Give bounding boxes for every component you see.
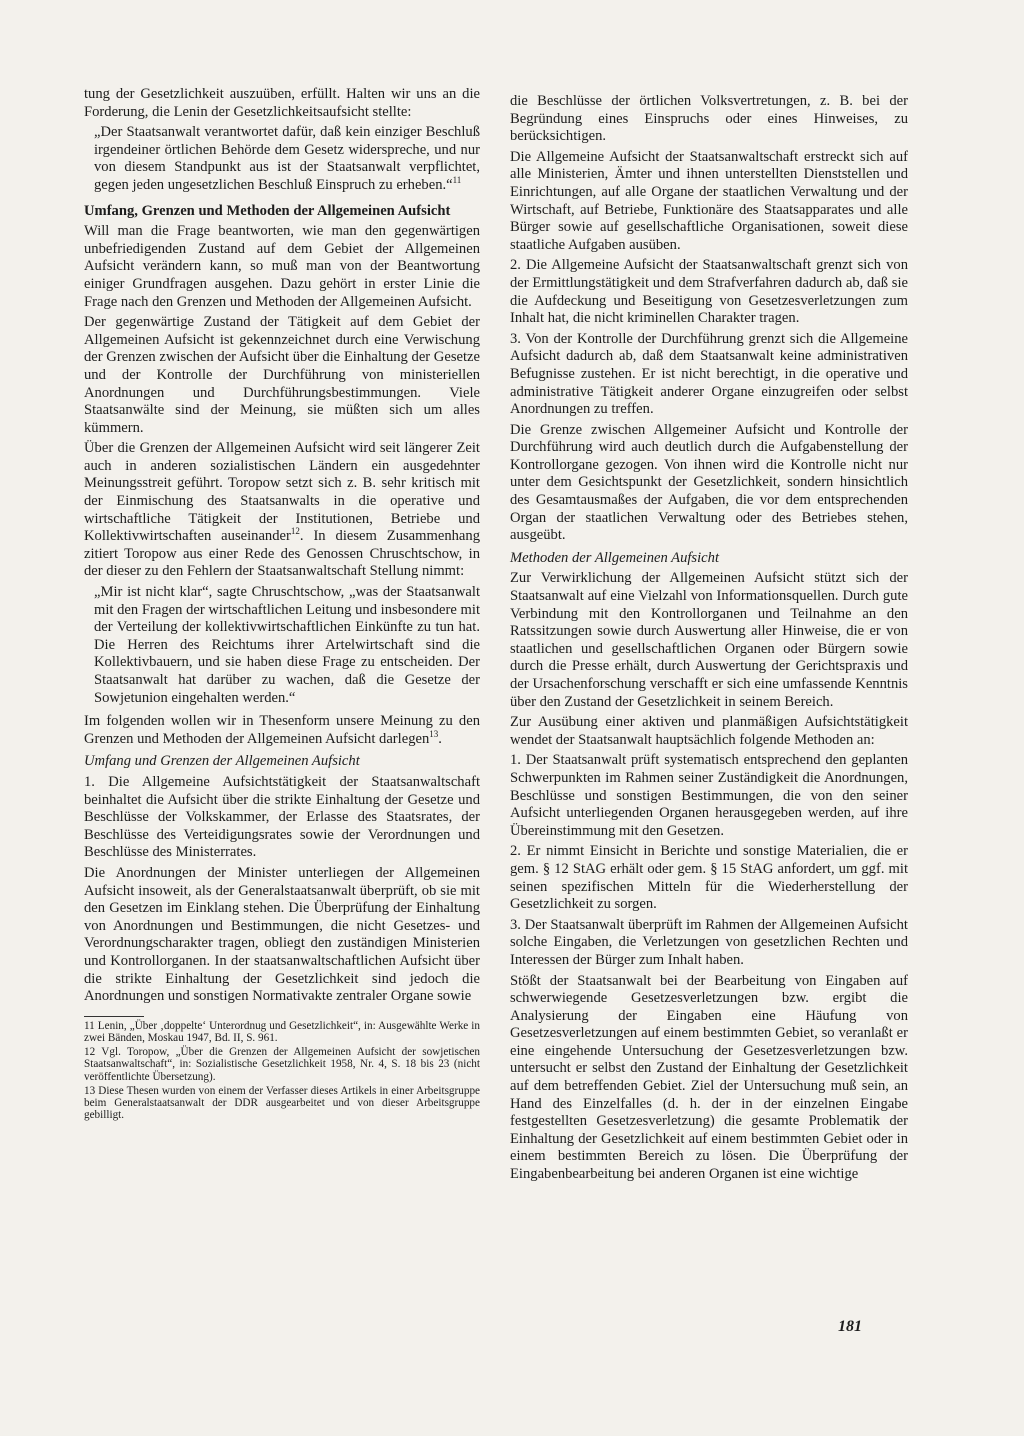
paragraph: Die Allgemeine Aufsicht der Staatsanwaltschaft erstreckt sich auf alle Ministerien, Ämter und ihnen unterstellten Dienststellen und Einrichtungen, auf alle Organe der staatlichen Verwaltung und der Wirtschaft, auf Betriebe, Funktionäre des Staatsapparates und alle Bürger sowie auf gesellschaftliche Organisationen, soweit diese staatliche Aufgaben ausüben. (510, 148, 908, 253)
paragraph (84, 440, 480, 581)
paragraph: tung der Gesetzlichkeit auszuüben, erfüllt. Halten wir uns an die Forderung, die Lenin der Gesetzlichkeitsaufsicht stellte: (84, 86, 480, 120)
lenin-quote (84, 124, 480, 194)
left-column (84, 86, 480, 1123)
footnote-ref: 13 (429, 728, 439, 739)
subsection-heading: Methoden der Allgemeinen Aufsicht (510, 549, 719, 566)
footnote-ref: 12 (290, 526, 300, 537)
footnote-divider (84, 1016, 144, 1017)
paragraph: 1. Die Allgemeine Aufsichtstätigkeit der Staatsanwaltschaft beinhaltet die Aufsicht über die strikte Einhaltung der Gesetze und Beschlüsse der Volkskammer, der Erlasse des Staatsrates, der Beschlüsse des Verteidigungsrates sowie der Verordnungen und Beschlüsse des Ministerrates. (84, 773, 480, 861)
right-column (510, 93, 908, 1187)
paragraph: Zur Ausübung einer aktiven und planmäßigen Aufsichtstätigkeit wendet der Staatsanwalt hauptsächlich folgende Methoden an: (510, 714, 908, 748)
paragraph: die Beschlüsse der örtlichen Volksvertretungen, z. B. bei der Begründung eines Einspruchs oder eines Hinweises, zu berücksichtigen. (510, 93, 908, 145)
footnote-ref: 11 (452, 175, 462, 186)
page-number: 181 (838, 1318, 862, 1335)
footnote-11: 11 Lenin, „Über ‚doppelte‘ Unterordnug und Gesetzlichkeit“, in: Ausgewählte Werke in zwei Bänden, Moskau 1947, Bd. II, S. 961. (84, 1019, 480, 1044)
paragraph: 2. Er nimmt Einsicht in Berichte und sonstige Materialien, die er gem. § 12 StAG erhält oder gem. § 15 StAG anfordert, um ggf. mit seinen spezifischen Mitteln für die Wiederherstellung der Gesetzlichkeit zu sorgen. (510, 843, 908, 913)
footnote-12: 12 Vgl. Toropow, „Über die Grenzen der Allgemeinen Aufsicht der sowjetischen Staatsanwaltschaft“, in: Sozialistische Gesetzlichkeit 1958, Nr. 4, S. 18 bis 23 (nicht veröffentlichte Übersetzung). (84, 1046, 480, 1083)
footnote-13: 13 Diese Thesen wurden von einem der Verfasser dieses Artikels in einer Arbeitsgruppe beim Generalstaatsanwalt der DDR ausgearbeitet und von dieser Arbeitsgruppe gebilligt. (84, 1084, 480, 1122)
paragraph: Der gegenwärtige Zustand der Tätigkeit auf dem Gebiet der Allgemeinen Aufsicht ist gekennzeichnet durch eine Verwischung der Grenzen zwischen der Aufsicht über die Einhaltung der Gesetze und der Kontrolle der Durchführung von ministeriellen Anordnungen und Durchführungsbestimmungen. Viele Staatsanwälte sind der Meinung, sie müßten sich um alles kümmern. (84, 314, 480, 436)
paragraph-text: . (438, 730, 442, 747)
paragraph: Stößt der Staatsanwalt bei der Bearbeitung von Eingaben auf schwerwiegende Gesetzesverletzungen bzw. ergibt die Analysierung der Eingaben eine Häufung von Gesetzesverletzungen auf einem bestimmten Gebiet, so veranlaßt er eine eingehende Untersuchung der Gesetzesverletzungen bzw. untersucht er selbst den Zustand der Einhaltung der Gesetzlichkeit auf dem betreffenden Gebiet. Ziel der Untersuchung muß sein, an Hand des Einzelfalles (d. h. der in der einzelnen Eingabe festgestellten Gesetzesverletzung) die gesamte Problematik der Einhaltung der Gesetzlichkeit auf einem bestimmten Gebiet oder in einem bestimmten Bereich zu lösen. Die Überprüfung der Eingabenbearbeitung bei anderen Organen ist eine wichtige (510, 972, 908, 1183)
section-heading: Umfang, Grenzen und Methoden der Allgemeinen Aufsicht (84, 202, 451, 219)
paragraph: Die Grenze zwischen Allgemeiner Aufsicht und Kontrolle der Durchführung wird auch deutlich durch die Aufgabenstellung der Kontrollorgane gezogen. Von ihnen wird die Kontrolle nicht nur unter dem Gesichtspunkt der Gesetzlichkeit, sondern hinsichtlich des Gesamtausmaßes der Aufgaben, die vor dem entsprechenden Organ der staatlichen Verwaltung oder des Betriebes stehen, ausgeübt. (510, 421, 908, 544)
paragraph (84, 713, 480, 748)
paragraph: 2. Die Allgemeine Aufsicht der Staatsanwaltschaft grenzt sich von der Ermittlungstätigkeit und dem Strafverfahren dadurch ab, daß sie die Aufdeckung und Beseitigung von Gesetzesverletzungen zum Inhalt hat, die nicht kriminellen Charakter tragen. (510, 257, 908, 327)
quote-text: „Der Staatsanwalt verantwortet dafür, daß kein einziger Beschluß irgendeiner örtlichen Behörde dem Gesetz widerspreche, und nur von diesem Standpunkt aus ist der Staatsanwalt verpflichtet, gegen jeden ungesetzlichen Beschluß Einspruch zu erheben.“ (94, 124, 480, 193)
subsection-heading: Umfang und Grenzen der Allgemeinen Aufsicht (84, 753, 360, 770)
paragraph: 3. Der Staatsanwalt überprüft im Rahmen der Allgemeinen Aufsicht solche Eingaben, die Verletzungen von gesetzlichen Rechten und Interessen der Bürger zum Inhalt haben. (510, 916, 908, 968)
chruschtschow-quote: „Mir ist nicht klar“, sagte Chruschtschow, „was der Staatsanwalt mit den Fragen der wirtschaftlichen Leitung und insbesondere mit der Verteilung der kollektivwirtschaftlichen Einkünfte zu tun hat. Die Herren des Reichtums ihrer Artelwirtschaft sind die Kollektivbauern, und sie haben diese Frage zu entscheiden. Der Staatsanwalt hat darüber zu wachen, daß die Gesetze der Sowjetunion eingehalten werden.“ (94, 584, 480, 706)
paragraph: Die Anordnungen der Minister unterliegen der Allgemeinen Aufsicht insoweit, als der Generalstaatsanwalt überprüft, ob sie mit den Gesetzen im Einklang stehen. Die Überprüfung der Einhaltung von Anordnungen und Bestimmungen, die nicht Gesetzes- und Verordnungscharakter tragen, obliegt den zuständigen Ministerien und Kontrollorganen. In der staatsanwaltschaftlichen Aufsicht über die strikte Einhaltung der Gesetzlichkeit sind jedoch die Anordnungen und sonstigen Normativakte zentraler Organe sowie (84, 864, 480, 1005)
paragraph-text: . In diesem Zusammenhang zitiert Toropow aus einer Rede des Genossen Chruschtschow, in der dieser zu den Fehlern der Staatsanwaltschaft Stellung nimmt: (84, 528, 480, 580)
paragraph: Zur Verwirklichung der Allgemeinen Aufsicht stützt sich der Staatsanwalt auf eine Vielzahl von Informationsquellen. Durch gute Verbindung mit den Kontrollorganen und Teilnahme an den Ratssitzungen sowie durch Auswertung aller Hinweise, die er von staatlichen und gesellschaftlichen Organen oder Bürgern sowie durch die Presse erhält, durch Auswertung der Gerichtspraxis und der Ursachenforschung verschafft er sich eine umfassende Kenntnis über den Zustand der Gesetzlichkeit in seinem Bereich. (510, 570, 908, 710)
paragraph-text: Im folgenden wollen wir in Thesenform unsere Meinung zu den Grenzen und Methoden der Allgemeinen Aufsicht darlegen (84, 713, 480, 747)
paragraph: Will man die Frage beantworten, wie man den gegenwärtigen unbefriedigenden Zustand auf dem Gebiet der Allgemeinen Aufsicht verändern kann, so muß man von der Beantwortung einiger Grundfragen ausgehen. Dazu gehört in erster Linie die Frage nach den Grenzen und Methoden der Allgemeinen Aufsicht. (84, 223, 480, 310)
paragraph-text: Über die Grenzen der Allgemeinen Aufsicht wird seit längerer Zeit auch in anderen sozialistischen Ländern ein ausgedehnter Meinungsstreit geführt. Toropow setzt sich z. B. sehr kritisch mit der Einmischung des Staatsanwalts in die operative und wirtschaftliche Tätigkeit der Institutionen, Betriebe und Kollektivwirtschaften auseinander (84, 440, 480, 545)
paragraph: 3. Von der Kontrolle der Durchführung grenzt sich die Allgemeine Aufsicht dadurch ab, daß dem Staatsanwalt keine administrativen Befugnisse zustehen. Er ist nicht berechtigt, in die operative und administrative Tätigkeit anderer Organe einzugreifen oder selbst Anordnungen zu treffen. (510, 330, 908, 418)
paragraph: 1. Der Staatsanwalt prüft systematisch entsprechend den geplanten Schwerpunkten im Rahmen seiner Zuständigkeit die Anordnungen, Beschlüsse und sonstigen Bestimmungen, die von den seiner Aufsicht unterliegenden Organen herausgegeben werden, auf ihre Übereinstimmung mit den Gesetzen. (510, 752, 908, 839)
